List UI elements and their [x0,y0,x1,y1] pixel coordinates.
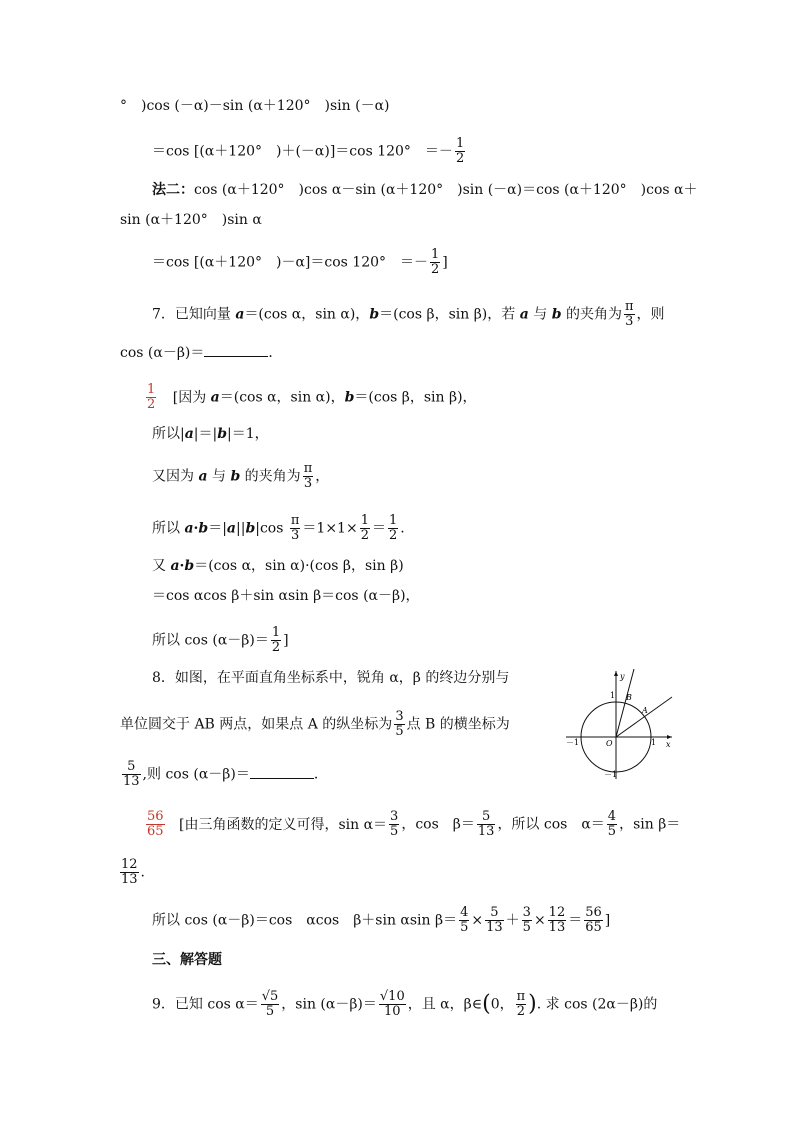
answer-fraction: $\frac{1}{2}$ [147,382,156,412]
fraction: $\frac{3}{5}$ [522,905,531,935]
fraction: $\frac{3}{5}$ [395,709,404,739]
answer-blank [250,764,314,779]
fraction: $\frac{4}{5}$ [607,809,617,839]
tick-label-xneg1: －1 [566,738,580,747]
bracket: ] [442,254,448,271]
q8-line1: 8．如图，在平面直角坐标系中，锐角 α，β 的终边分别与 [152,670,510,686]
s6-method2 [152,180,697,200]
y-axis-arrow [614,671,618,676]
fraction: $\frac{1}{2}$ [360,513,369,543]
q7-solution-5: 又 a·b＝(cos α，sin α)·(cos β，sin β) [152,558,404,574]
origin-label: O [606,739,613,748]
fraction: $\frac{\pi}{2}$ [516,989,526,1019]
answer-fraction: $\frac{56}{65}$ [147,809,164,839]
x-label: x [666,740,671,749]
fraction: $\frac{√5}{5}$ [261,989,279,1019]
tick-label-x1: 1 [651,738,657,747]
q7-stem: 7．已知向量 a＝(cos α，sin α)，b＝(cos β，sin β)，若 a 与 b 的夹角为 $\frac{\pi}{3}$ ，则 [152,299,665,329]
x-axis-arrow [667,735,672,739]
vector-a: a [235,306,245,323]
point-b-label: B [626,693,632,702]
q8-line2: 单位圆交于 AB 两点，如果点 A 的纵坐标为 $\frac{3}{5}$ 点 B 的横坐标为 [120,709,510,739]
fraction: $\frac{12}{13}$ [121,857,138,887]
fraction: $\frac{√10}{10}$ [379,989,405,1019]
vector-b: b [369,306,380,323]
s6-line2 [152,137,467,166]
fraction: $\frac{56}{65}$ [585,905,602,935]
q7-line2: cos (α－β)＝ ． [120,342,282,363]
fraction: $\frac{1}{2}$ [455,136,465,166]
tick-label-yneg1: －1 [604,770,618,779]
q7-solution-3: 又因为 a 与 b 的夹角为 $\frac{\pi}{3}$ ， [152,461,330,491]
s6-line1: ° )cos (－α)－sin (α＋120° )sin (－α) [120,98,390,114]
q8-line3: $\frac{5}{13}$ ,则 cos (α－β)＝ ． [123,759,328,789]
fraction: $\frac{5}{13}$ [123,759,140,789]
q9-stem: 9．已知 cos α＝ $\frac{√5}{5}$ ，sin (α－β)＝ $\frac{√10}{10}$ ，且 α，β∈(0， $\frac{\pi}{2}$ ). 求 cos (2α－β)的 [152,989,658,1019]
fraction: $\frac{1}{2}$ [388,513,398,543]
fraction: $\frac{1}{2}$ [271,625,281,655]
point-a-label: A [642,706,648,715]
s6-line5 [152,248,448,277]
s6-line4: sin (α＋120° )sin α [120,212,262,228]
tick-label-y1: 1 [610,691,616,700]
fraction: $\frac{4}{5}$ [460,905,469,935]
q8-solution-1: $\frac{56}{65}$ [由三角函数的定义可得，sin α＝ $\frac{3}{5}$ ，cos β＝ $\frac{5}{13}$ ，所以 cos α＝ $\frac{4}{5}$ ，sin β＝ [147,809,681,839]
method2-label: 法二： [152,182,194,198]
fraction: $\frac{5}{13}$ [477,809,495,839]
section-heading: 三、解答题 [152,952,222,968]
fraction: $\frac{\pi}{3}$ [303,461,313,491]
s6-line2-text: ＝cos [(α＋120° )＋(－α)]＝cos 120° ＝－ [152,143,453,160]
q8-solution-2: $\frac{12}{13}$ . [121,857,145,887]
answer-blank [204,342,268,357]
q7-solution-1: $\frac{1}{2}$ [因为 a＝(cos α，sin α)，b＝(cos β，sin β)， [147,382,477,412]
fraction: $\frac{5}{13}$ [486,905,503,935]
fraction: $\frac{12}{13}$ [548,905,566,935]
unit-circle-figure [562,665,678,781]
y-label: y [620,672,625,681]
q8-solution-3: 所以 cos (α－β)＝cos αcos β＋sin αsin β＝ $\frac{4}{5}$ × $\frac{5}{13}$ ＋ $\frac{3}{5}$ × $\frac{12}{13}$ ＝ $\frac{56}{65}$ ] [152,905,611,935]
q7-solution-6: ＝cos αcos β＋sin αsin β＝cos (α－β)， [152,588,420,604]
q7-solution-2: 所以|a|＝|b|＝1， [152,426,269,442]
method2-body: cos (α＋120° )cos α－sin (α＋120° )sin (－α)＝cos (α＋120° )cos α＋ [194,182,698,198]
fraction: $\frac{\pi}{3}$ [624,299,634,329]
fraction: $\frac{1}{2}$ [431,247,440,277]
ray-ob [616,669,634,737]
fraction: $\frac{\pi}{3}$ [290,513,300,543]
fraction: $\frac{3}{5}$ [390,809,399,839]
q7-solution-7: 所以 cos (α－β)＝ $\frac{1}{2}$ ] [152,625,289,655]
s6-line5-text: ＝cos [(α＋120° )－α]＝cos 120° ＝－ [152,254,429,271]
q7-solution-4: 所以 a·b＝|a||b|cos $\frac{\pi}{3}$ ＝1×1× $\frac{1}{2}$ ＝ $\frac{1}{2}$ . [152,513,405,543]
